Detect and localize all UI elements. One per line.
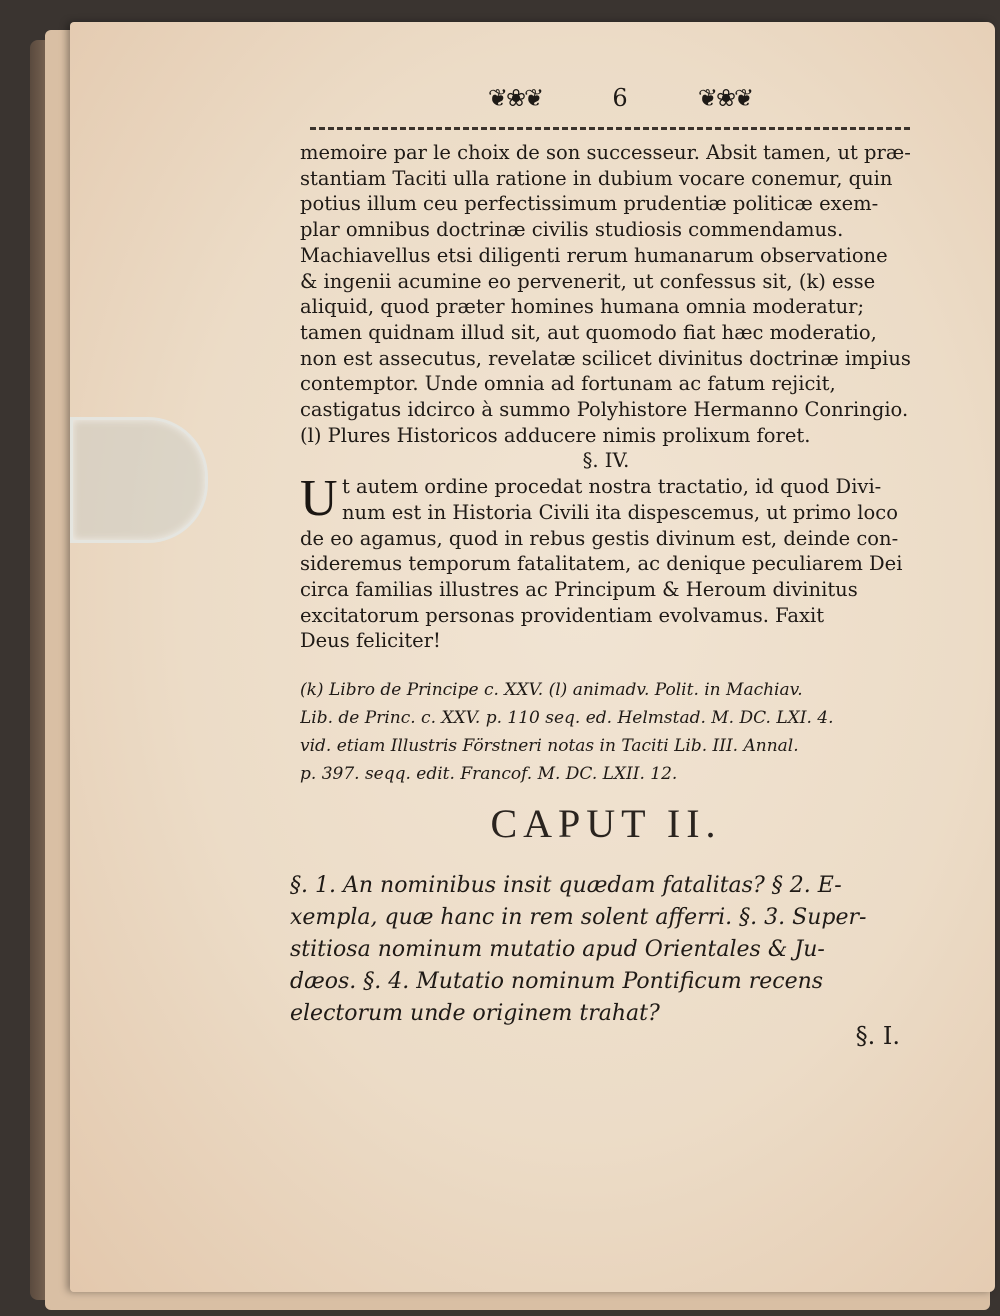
text-line: Deus feliciter!	[300, 629, 441, 653]
main-text	[300, 140, 912, 654]
text-line: circa familias illustres ac Principum & Heroum divinitus	[300, 577, 858, 601]
summary-line: electorum unde originem trahat?	[290, 1001, 660, 1026]
summary-line: stitiosa nominum mutatio apud Orientales & Ju-	[290, 937, 825, 962]
section-first-lines	[300, 470, 912, 528]
drop-cap: U	[300, 470, 338, 528]
text-line: potius illum ceu perfectissimum prudentiæ politicæ exem-	[300, 192, 879, 216]
text-line: de eo agamus, quod in rebus gestis divinum est, deinde con-	[300, 526, 899, 550]
text-line: aliquid, quod præter homines humana omnia moderatur;	[300, 295, 865, 319]
ornament-right-icon: ❦❀❦	[697, 84, 753, 112]
text-line: num est in Historia Civili ita dispescemus, ut primo loco	[342, 500, 898, 524]
text-line: (l) Plures Historicos adducere nimis prolixum foret.	[300, 423, 811, 447]
text-line: stantiam Taciti ulla ratione in dubium vocare conemur, quin	[300, 166, 893, 190]
text-line: castigatus idcirco à summo Polyhistore Hermanno Conringio.	[300, 398, 909, 422]
catchword: §. I.	[855, 1022, 900, 1050]
text-line: tamen quidnam illud sit, aut quomodo fiat hæc moderatio,	[300, 320, 877, 344]
section-first-lines-text	[342, 474, 898, 525]
footnote-line: vid. etiam Illustris Förstneri notas in Taciti Lib. III. Annal.	[300, 736, 799, 756]
text-line: t autem ordine procedat nostra tractatio, id quod Divi-	[342, 475, 882, 499]
summary-line: dæos. §. 4. Mutatio nominum Pontificum recens	[290, 969, 824, 994]
text-line: contemptor. Unde omnia ad fortunam ac fatum rejicit,	[300, 372, 836, 396]
running-head	[470, 78, 770, 118]
ornament-left-icon: ❦❀❦	[487, 84, 543, 112]
summary-line: xempla, quæ hanc in rem solent afferri. §. 3. Super-	[290, 905, 867, 930]
text-line: non est assecutus, revelatæ scilicet divinitus doctrinæ impius	[300, 346, 911, 370]
footnote-line: (k) Libro de Principe c. XXV. (l) animadv. Polit. in Machiav.	[300, 680, 803, 700]
summary-line: §. 1. An nominibus insit quædam fatalitas? § 2. E-	[290, 873, 842, 898]
section-heading: §. IV.	[582, 449, 630, 473]
page-number: 6	[612, 84, 628, 112]
footnote-line: Lib. de Princ. c. XXV. p. 110 seq. ed. Helmstad. M. DC. LXI. 4.	[300, 708, 834, 728]
footnotes	[300, 676, 912, 788]
footnote-line: p. 397. seqq. edit. Francof. M. DC. LXII. 12.	[300, 764, 678, 784]
page-clip	[70, 417, 208, 543]
chapter-title: CAPUT II.	[490, 801, 722, 846]
header-rule	[310, 127, 910, 130]
text-line: plar omnibus doctrinæ civilis studiosis commendamus.	[300, 218, 844, 242]
text-line: memoire par le choix de son successeur. Absit tamen, ut præ-	[300, 141, 911, 164]
chapter-summary	[290, 870, 902, 1030]
text-line: Machiavellus etsi diligenti rerum humanarum observatione	[300, 243, 888, 267]
text-line: excitatorum personas providentiam evolvamus. Faxit	[300, 603, 825, 627]
text-line: sideremus temporum fatalitatem, ac denique peculiarem Dei	[300, 552, 903, 576]
text-line: & ingenii acumine eo pervenerit, ut confessus sit, (k) esse	[300, 269, 876, 293]
